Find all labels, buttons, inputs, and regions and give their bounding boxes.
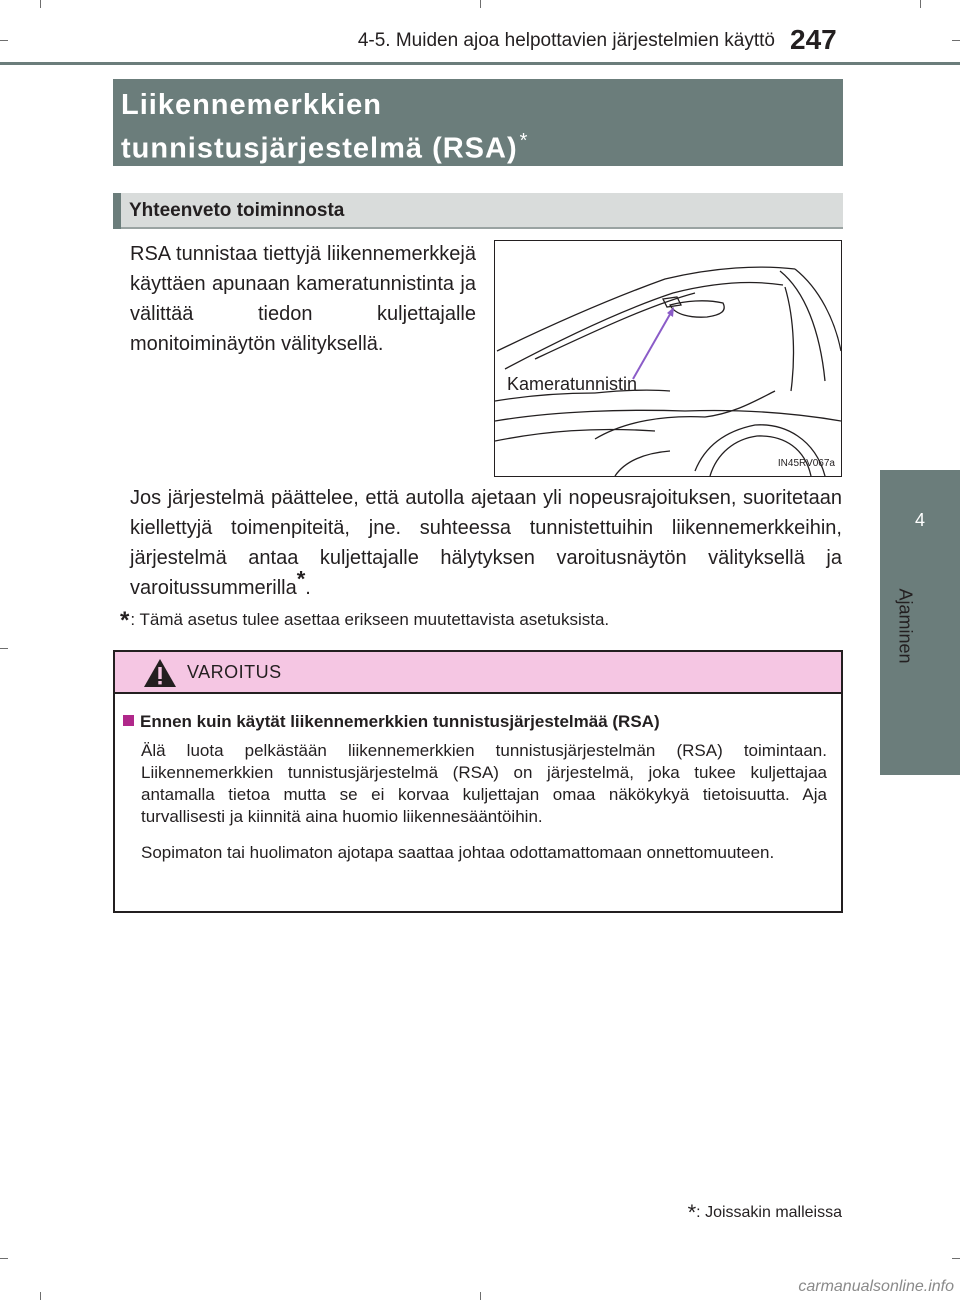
warning-paragraph-2: Sopimaton tai huolimaton ajotapa saattaa johtaa odottamattomaan onnettomuuteen.: [141, 843, 775, 862]
watermark: carmanualsonline.info: [798, 1278, 954, 1295]
footnote-marker: *: [120, 607, 130, 634]
crop-mark: [480, 1292, 481, 1300]
crop-mark: [0, 40, 8, 41]
crop-mark: [0, 1258, 8, 1259]
chapter-label-text: Ajaminen: [895, 587, 916, 664]
title-footnote-marker: *: [519, 130, 529, 152]
subheading-box: [113, 193, 843, 229]
page-number: 247: [790, 24, 837, 55]
models-footnote: [688, 1200, 842, 1226]
warning-box: [113, 650, 843, 913]
page-title: [121, 87, 528, 167]
warning-heading-text: Ennen kuin käytät liikennemerkkien tunnistusjärjestelmää (RSA): [140, 712, 660, 731]
warning-label: VAROITUS: [187, 662, 282, 682]
main-paragraph-end: .: [305, 577, 311, 599]
title-line-2: tunnistusjärjestelmä (RSA): [121, 132, 518, 165]
page-title-box: [113, 79, 843, 166]
setting-footnote: [120, 607, 609, 635]
intro-paragraph: RSA tunnistaa tiettyjä liikennemerkkejä käyttäen apunaan kameratunnistinta ja välittää tiedon kuljettajalle monitoiminäytön välityksellä.: [130, 243, 476, 355]
setting-footnote-text: : Tämä asetus tulee asettaa erikseen muutettavista asetuksista.: [130, 610, 610, 629]
warning-heading: [123, 712, 660, 732]
title-line-1: Liikennemerkkien: [121, 89, 382, 121]
subheading-bar: [113, 193, 121, 229]
warning-paragraph-1: Älä luota pelkästään liikennemerkkien tunnistusjärjestelmän (RSA) toimintaan. Liikennemerkkien tunnistusjärjestelmä (RSA) on järjestelmä, joka tukee kuljettajaa antamalla tietoa mutta se ei korvaa kuljettajan omaa näkökykyä tietoisuutta. Aja turvallisesti ja kiinnitä aina huomio liikennesääntöihin.: [141, 741, 827, 826]
footnote-marker: *: [296, 566, 306, 592]
models-footnote-text: : Joissakin malleissa: [696, 1204, 842, 1221]
crop-mark: [40, 1292, 41, 1300]
chapter-number: 4: [914, 510, 925, 530]
main-paragraph-text: Jos järjestelmä päättelee, että autolla ajetaan yli nopeusrajoituksen, suoritetaan kiellettyjä toimenpiteitä, jne. suhteessa tunnistettuihin liikennemerkkeihin, järjestelmä antaa kuljettajalle hälytyksen varoitusnäytön välityksellä ja varoitussummerilla: [130, 487, 842, 599]
chapter-label: [885, 578, 925, 673]
crop-mark: [40, 0, 41, 8]
windshield-illustration: [495, 241, 841, 476]
crop-mark: [920, 0, 921, 8]
figure-label: Kameratunnistin: [507, 374, 638, 394]
figure-code: IN45RV067a: [777, 458, 835, 469]
header-rule: [0, 62, 960, 65]
crop-mark: [952, 40, 960, 41]
footnote-marker: *: [687, 1200, 697, 1225]
warning-triangle-icon: [143, 658, 177, 688]
section-title: 4-5. Muiden ajoa helpottavien järjestelmien käyttö: [357, 30, 775, 51]
crop-mark: [0, 648, 8, 649]
crop-mark: [480, 0, 481, 8]
camera-figure: [494, 240, 842, 477]
main-paragraph: [130, 483, 842, 603]
bullet-square-icon: [123, 715, 134, 726]
warning-header: [115, 652, 841, 694]
subheading: Yhteenveto toiminnosta: [129, 200, 345, 221]
crop-mark: [952, 1258, 960, 1259]
